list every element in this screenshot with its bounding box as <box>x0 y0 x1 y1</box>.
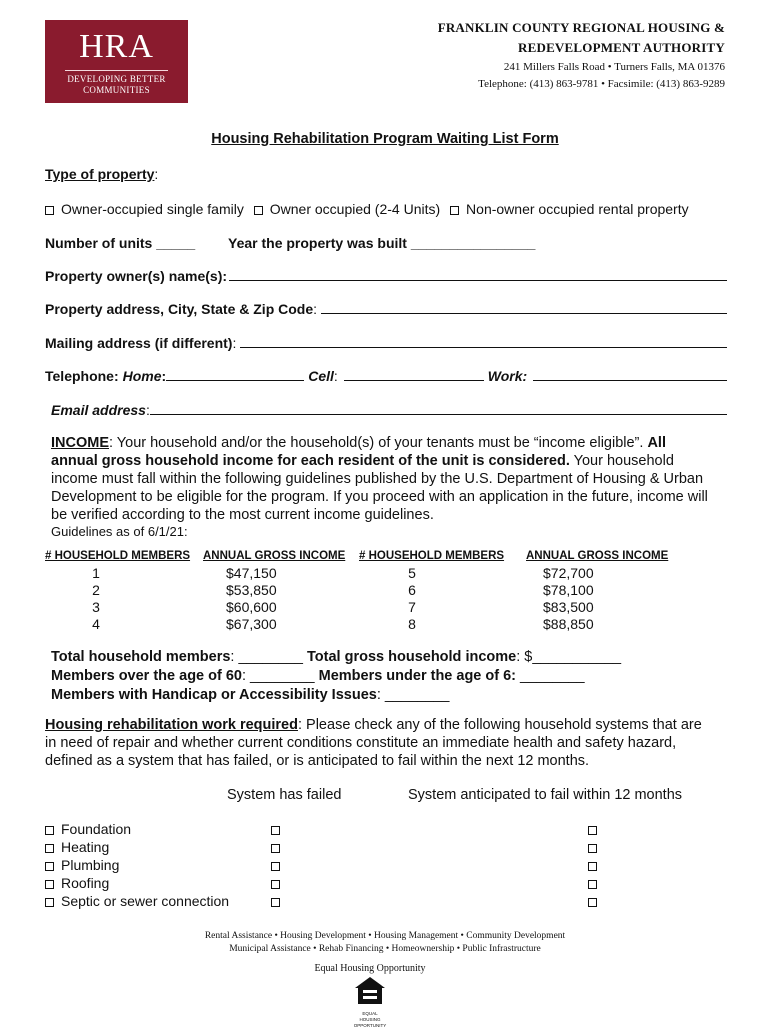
table-row: 6 <box>408 582 416 598</box>
home-phone-input[interactable] <box>166 379 304 381</box>
owner-names-input[interactable] <box>229 279 727 281</box>
org-phones: Telephone: (413) 863-9781 • Facsimile: (413) 863-9289 <box>478 78 725 90</box>
owner-names-label: Property owner(s) name(s): <box>45 268 228 284</box>
anticipated-checkbox-column <box>588 820 604 910</box>
total-members-row[interactable] <box>51 648 621 667</box>
left-income-column <box>226 565 277 633</box>
mailing-address-input[interactable] <box>240 346 727 348</box>
checkbox-icon[interactable] <box>450 206 459 215</box>
cell-phone-input[interactable] <box>344 379 484 381</box>
list-item <box>45 856 119 874</box>
property-type-heading <box>45 166 158 182</box>
option-owner-single[interactable] <box>45 201 244 217</box>
under-6-input[interactable]: ________ <box>516 668 585 684</box>
income-paragraph <box>51 434 716 524</box>
mailing-address-row <box>45 335 727 351</box>
income-rest-text: Your household income must fall within the following guidelines published by the U.S. Department of Housing & Urban Development to be eligible for the program. If you proceed with an application in the future, income will be verified according to the most current income guidelines. <box>51 453 708 523</box>
table-row: $88,850 <box>543 616 594 632</box>
age-row[interactable] <box>51 667 621 686</box>
total-members-input[interactable]: : ________ <box>230 649 303 665</box>
under-6-label: Members under the age of 6: <box>318 668 517 684</box>
org-name-line-2: REDEVELOPMENT AUTHORITY <box>518 40 725 55</box>
system-label: Roofing <box>61 875 110 891</box>
rehab-heading: Housing rehabilitation work required <box>45 717 298 733</box>
logo-rule <box>65 70 168 71</box>
home-label: Home <box>122 368 162 384</box>
failed-checkbox-icon[interactable] <box>271 826 280 835</box>
option-owner-2-4[interactable] <box>254 201 440 217</box>
list-item <box>45 838 109 856</box>
property-type-colon: : <box>154 166 159 182</box>
footer-services-line-2: Municipal Assistance • Rehab Financing • Homeownership • Public Infrastructure <box>229 944 541 954</box>
table-header-income-2: ANNUAL GROSS INCOME <box>526 550 669 562</box>
checkbox-icon[interactable] <box>254 206 263 215</box>
table-row: 3 <box>92 599 100 615</box>
anticipated-checkbox-icon[interactable] <box>588 844 597 853</box>
owner-names-row <box>45 268 727 284</box>
property-type-label: Type of property <box>45 166 155 182</box>
house-icon <box>353 976 387 1006</box>
rehab-paragraph <box>45 716 715 770</box>
income-heading: INCOME <box>51 435 109 451</box>
table-row: $72,700 <box>543 565 594 581</box>
household-totals <box>51 648 621 705</box>
list-item <box>45 874 109 892</box>
table-row: 5 <box>408 565 416 581</box>
org-header <box>305 18 725 92</box>
handicap-input[interactable]: : ________ <box>376 687 450 703</box>
list-item <box>45 820 131 838</box>
footer-services <box>0 930 770 956</box>
failed-checkbox-icon[interactable] <box>271 880 280 889</box>
checkbox-icon[interactable] <box>45 206 54 215</box>
year-built-field[interactable]: Year the property was built ________________ <box>228 235 536 251</box>
option-non-owner[interactable] <box>450 201 689 217</box>
cell-label: Cell <box>308 368 334 384</box>
eho-logo-text: EQUAL HOUSING OPPORTUNITY <box>353 1011 387 1028</box>
property-address-label: Property address, City, State & Zip Code <box>45 301 314 317</box>
failed-checkbox-column <box>271 820 287 910</box>
guidelines-date: Guidelines as of 6/1/21: <box>51 524 188 539</box>
property-address-row <box>45 301 727 317</box>
checkbox-icon[interactable] <box>45 880 54 889</box>
total-members-label: Total household members <box>51 649 231 665</box>
form-title: Housing Rehabilitation Program Waiting List Form <box>211 131 559 147</box>
logo-tagline <box>45 74 188 96</box>
work-label: Work: <box>487 368 528 384</box>
right-members-column <box>402 565 422 633</box>
col-system-anticipated: System anticipated to fail within 12 months <box>408 787 683 803</box>
total-income-input[interactable]: : $___________ <box>516 649 622 665</box>
work-phone-input[interactable] <box>533 379 727 381</box>
org-name-line-1: FRANKLIN COUNTY REGIONAL HOUSING & <box>437 20 725 35</box>
table-row: $78,100 <box>543 582 594 598</box>
checkbox-icon[interactable] <box>45 826 54 835</box>
system-label: Plumbing <box>61 857 120 873</box>
failed-checkbox-icon[interactable] <box>271 898 280 907</box>
rehab-text: : Please check any of the following household systems that are in need of repair and whether current conditions constitute an immediate health and safety hazard, defined as a system that has failed, or is anticipated to fail within the next 12 months. <box>45 717 702 769</box>
left-members-column <box>86 565 106 633</box>
option-non-owner-label: Non-owner occupied rental property <box>466 201 689 217</box>
equal-housing-icon <box>353 976 387 1028</box>
option-owner-single-label: Owner-occupied single family <box>61 201 244 217</box>
logo-mark: HRA <box>79 28 154 65</box>
system-label: Foundation <box>61 821 132 837</box>
over-60-label: Members over the age of 60 <box>51 668 242 684</box>
table-row: 4 <box>92 616 100 632</box>
property-address-input[interactable] <box>321 312 727 314</box>
list-item <box>45 892 229 910</box>
total-income-label: Total gross household income <box>307 649 517 665</box>
property-type-options <box>45 201 689 217</box>
system-label: Heating <box>61 839 110 855</box>
table-row: 7 <box>408 599 416 615</box>
table-row: 8 <box>408 616 416 632</box>
option-owner-2-4-label: Owner occupied (2-4 Units) <box>269 201 441 217</box>
anticipated-checkbox-icon[interactable] <box>588 898 597 907</box>
anticipated-checkbox-icon[interactable] <box>588 880 597 889</box>
handicap-row[interactable] <box>51 686 621 705</box>
email-input[interactable] <box>150 413 727 415</box>
anticipated-checkbox-icon[interactable] <box>588 862 597 871</box>
col-system-failed: System has failed <box>227 787 342 803</box>
income-intro: : Your household and/or the household(s) of your tenants must be “income eligible”. <box>109 435 644 451</box>
table-row: $60,600 <box>226 599 277 615</box>
footer-services-line-1: Rental Assistance • Housing Development • Housing Management • Community Development <box>204 931 566 941</box>
table-row: $53,850 <box>226 582 277 598</box>
table-row: $67,300 <box>226 616 277 632</box>
failed-checkbox-icon[interactable] <box>271 862 280 871</box>
mailing-address-colon: : <box>232 335 237 351</box>
table-header-members-2: # HOUSEHOLD MEMBERS <box>359 550 505 562</box>
table-row: 2 <box>92 582 100 598</box>
table-header-members-1: # HOUSEHOLD MEMBERS <box>45 550 191 562</box>
hra-logo <box>45 20 188 103</box>
logo-tagline-line-1: DEVELOPING BETTER <box>67 74 166 84</box>
anticipated-checkbox-icon[interactable] <box>588 826 597 835</box>
table-header-income-1: ANNUAL GROSS INCOME <box>203 550 346 562</box>
income-bold-text: All annual gross household income for each resident of the unit is considered. <box>51 435 666 469</box>
checkbox-icon[interactable] <box>45 898 54 907</box>
over-60-input[interactable]: : ________ <box>242 668 315 684</box>
telephone-label: Telephone: <box>45 368 119 384</box>
right-income-column <box>543 565 594 633</box>
eho-text: Equal Housing Opportunity <box>314 963 426 974</box>
handicap-label: Members with Handicap or Accessibility Issues <box>51 687 377 703</box>
email-row: Email address : <box>51 402 727 418</box>
table-row: $47,150 <box>226 565 277 581</box>
email-label: Email address <box>51 402 146 418</box>
system-label: Septic or sewer connection <box>61 893 230 909</box>
failed-checkbox-icon[interactable] <box>271 844 280 853</box>
mailing-address-label: Mailing address (if different) <box>45 335 233 351</box>
number-of-units-field[interactable]: Number of units _____ <box>45 235 196 251</box>
property-address-colon: : <box>313 301 318 317</box>
checkbox-icon[interactable] <box>45 844 54 853</box>
table-row: $83,500 <box>543 599 594 615</box>
org-address: 241 Millers Falls Road • Turners Falls, MA 01376 <box>503 61 725 73</box>
telephone-row: Telephone: Home : Cell : Work: <box>45 368 727 384</box>
table-row: 1 <box>92 565 100 581</box>
logo-tagline-line-2: COMMUNITIES <box>83 85 150 95</box>
checkbox-icon[interactable] <box>45 862 54 871</box>
